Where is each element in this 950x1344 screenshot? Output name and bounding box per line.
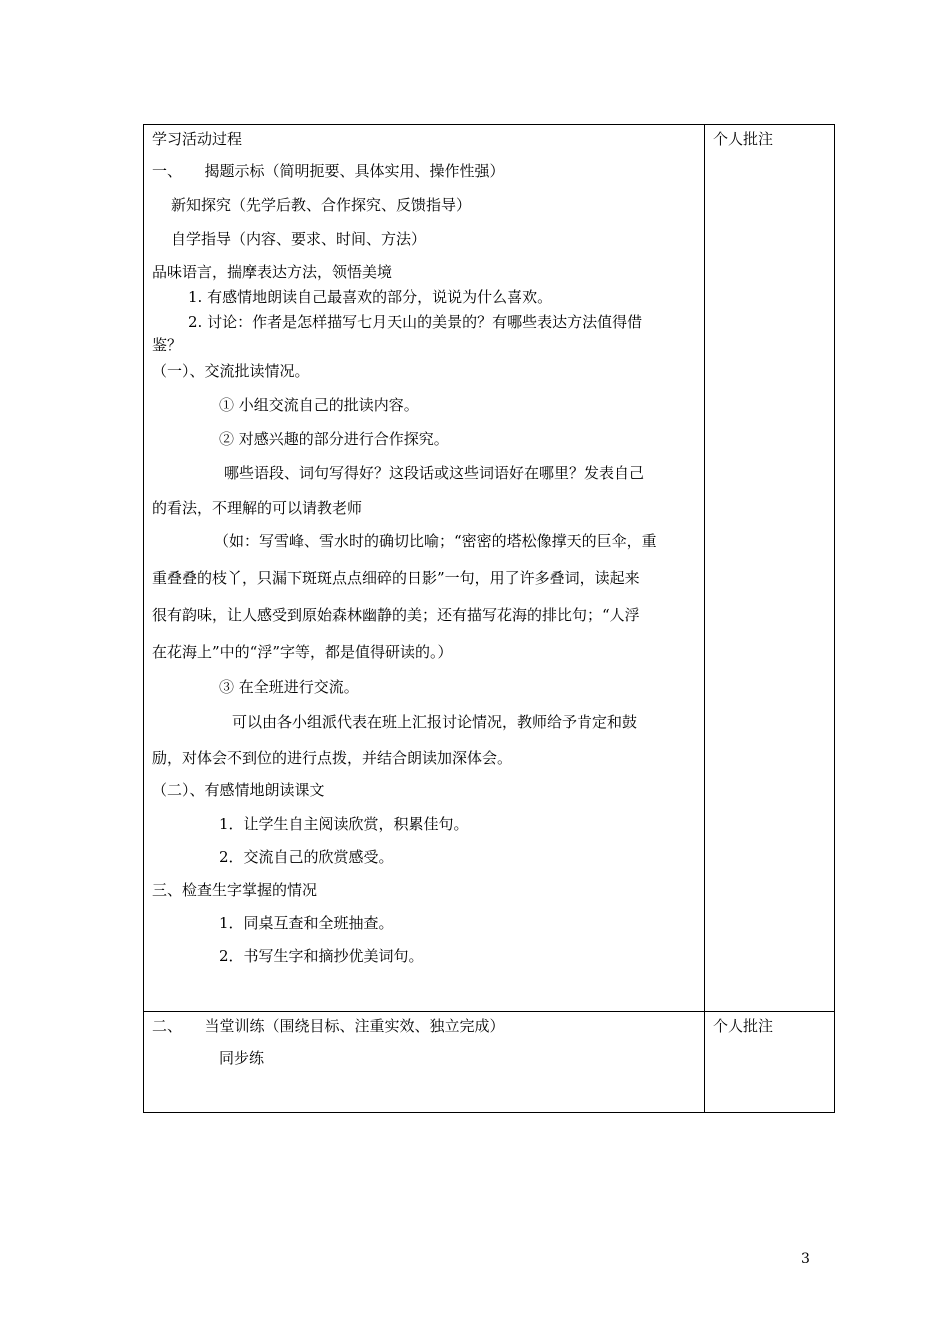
content-line: 重叠叠的枝丫，只漏下斑斑点点细碎的日影”一句，用了许多叠词，读起来 [152, 569, 640, 587]
content-line: 2. 讨论：作者是怎样描写七月天山的美景的？有哪些表达方法值得借 [188, 313, 643, 331]
content-line: ② 对感兴趣的部分进行合作探究。 [219, 430, 449, 448]
content-line: ① 小组交流自己的批读内容。 [219, 396, 419, 414]
classroom-practice-cell [144, 1012, 705, 1113]
content-line: 可以由各小组派代表在班上汇报讨论情况，教师给予肯定和鼓 [232, 713, 638, 731]
content-line: 1．同桌互查和全班抽查。 [219, 914, 394, 932]
content-line: 三、检查生字掌握的情况 [152, 881, 318, 899]
table-row [144, 1012, 835, 1113]
content-line: 二、 当堂训练（围绕目标、注重实效、独立完成） [152, 1017, 505, 1035]
table-row [144, 125, 835, 1012]
content-line: 新知探究（先学后教、合作探究、反馈指导） [171, 196, 472, 214]
personal-notes-label: 个人批注 [713, 1017, 774, 1035]
content-line: （如：写雪峰、雪水时的确切比喻；“密密的塔松像撑天的巨伞，重 [214, 532, 657, 550]
content-line: 哪些语段、词句写得好？这段话或这些词语好在哪里？发表自己 [224, 464, 645, 482]
content-line: 很有韵味，让人感受到原始森林幽静的美；还有描写花海的排比句；“人浮 [152, 606, 640, 624]
content-line: 1．让学生自主阅读欣赏，积累佳句。 [219, 815, 469, 833]
lesson-plan-table [143, 124, 835, 1113]
content-line: 2．交流自己的欣赏感受。 [219, 848, 394, 866]
personal-notes-cell [705, 125, 835, 1012]
content-line: 品味语言，揣摩表达方法，领悟美境 [152, 263, 393, 281]
content-line: 一、 揭题示标（简明扼要、具体实用、操作性强） [152, 162, 505, 180]
personal-notes-cell [705, 1012, 835, 1113]
content-line: ③ 在全班进行交流。 [219, 678, 359, 696]
content-line: 自学指导（内容、要求、时间、方法） [171, 230, 427, 248]
content-line: 鉴？ [152, 336, 183, 354]
content-line: 在花海上”中的“浮”字等，都是值得研读的。） [152, 643, 453, 661]
activity-process-header: 学习活动过程 [152, 130, 243, 148]
activity-process-cell [144, 125, 705, 1012]
content-line: 的看法，不理解的可以请教老师 [152, 499, 363, 517]
content-line: （二）、有感情地朗读课文 [152, 781, 325, 799]
personal-notes-label: 个人批注 [713, 130, 774, 148]
content-line: 励，对体会不到位的进行点拨，并结合朗读加深体会。 [152, 749, 513, 767]
page-number: 3 [801, 1251, 810, 1267]
content-line: 同步练 [219, 1049, 265, 1067]
content-line: （一）、交流批读情况。 [152, 362, 310, 380]
content-line: 1. 有感情地朗读自己最喜欢的部分，说说为什么喜欢。 [188, 288, 553, 306]
content-line: 2．书写生字和摘抄优美词句。 [219, 947, 424, 965]
